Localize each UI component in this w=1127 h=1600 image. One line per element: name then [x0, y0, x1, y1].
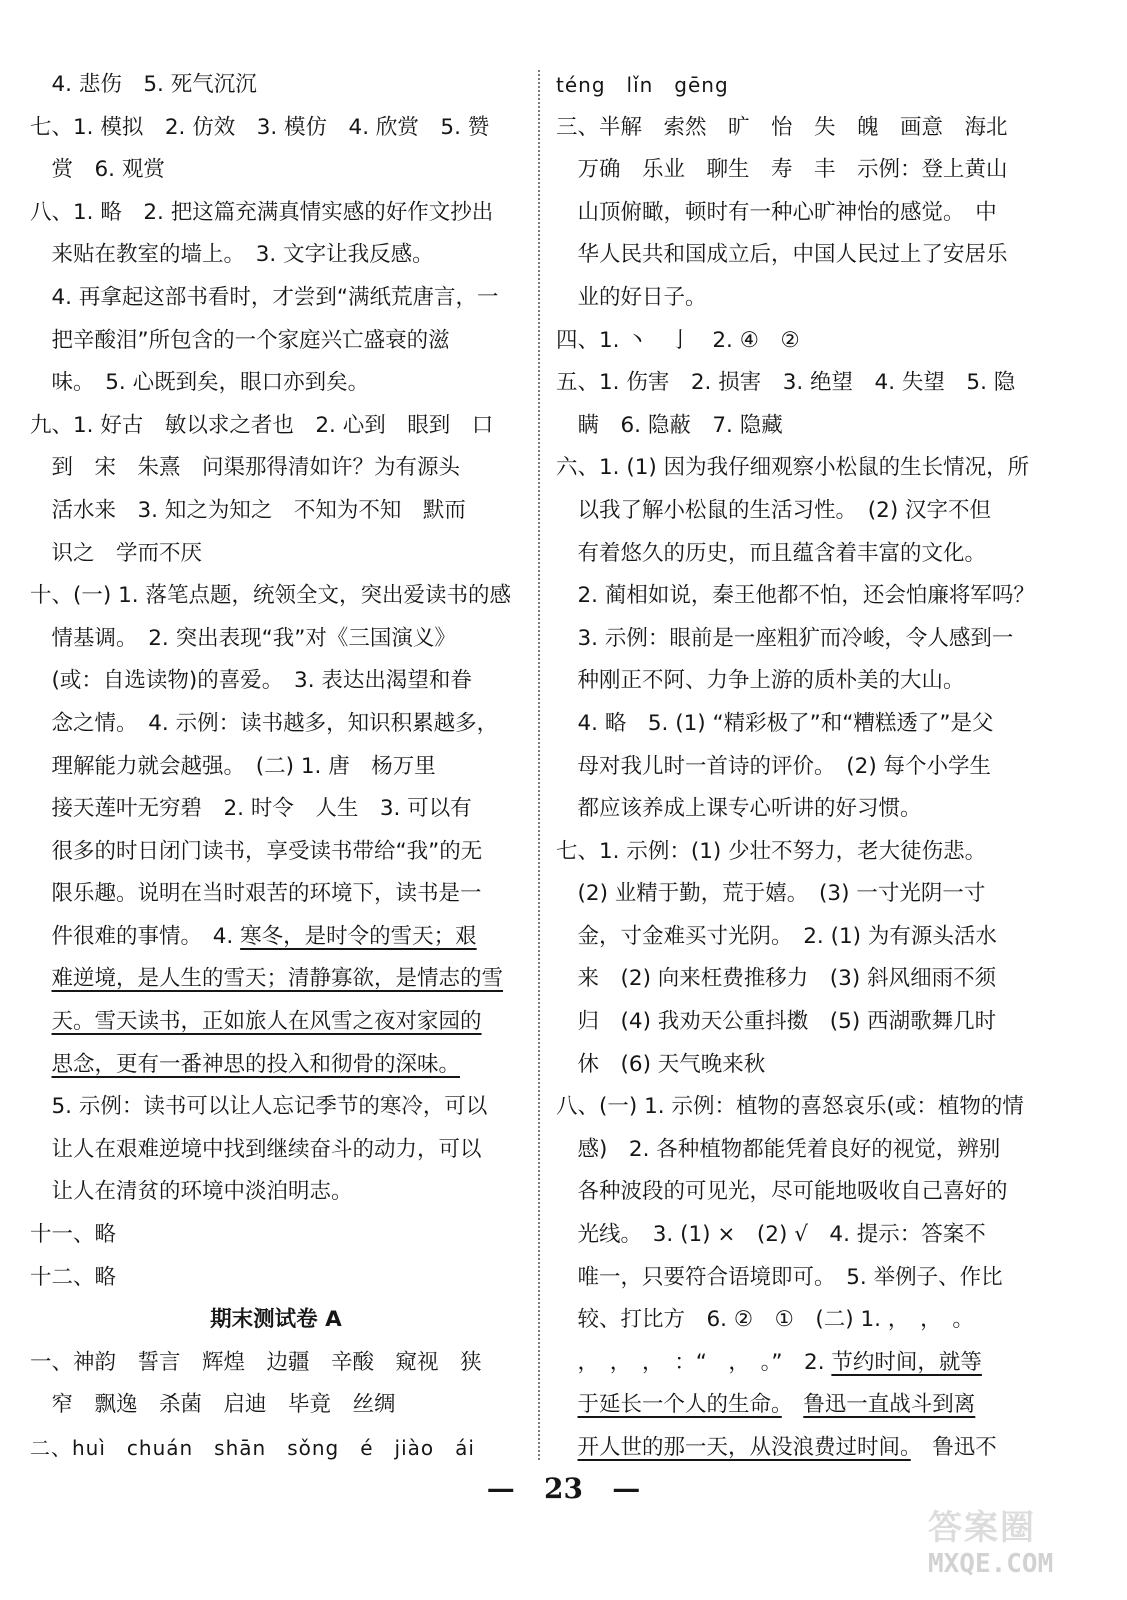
underlined-text: 天。雪天读书，正如旅人在风雪之夜对家园的 [51, 1009, 482, 1035]
answer-line [30, 107, 522, 150]
answer-line [556, 831, 1042, 874]
answer-line [556, 746, 1042, 789]
line-text: 五、1. 伤害 2. 损害 3. 绝望 4. 失望 5. 隐 [556, 370, 1016, 396]
line-text: 业的好日子。 [556, 284, 707, 310]
underlined-text: 寒冬，是时令的雪天；艰 [240, 923, 477, 949]
line-text: 种刚正不阿、力争上游的质朴美的大山。 [556, 668, 965, 694]
answer-line [556, 1342, 1042, 1385]
line-text: 有着悠久的历史，而且蕴含着丰富的文化。 [556, 540, 987, 566]
underlined-text: 鲁迅一直战斗到离 [803, 1392, 976, 1418]
line-text: 休 (6) 天气晚来秋 [556, 1051, 766, 1077]
line-text: 理解能力就会越强。 (二) 1. 唐 杨万里 [30, 753, 436, 779]
line-text: 来贴在教室的墙上。 3. 文字让我反感。 [30, 242, 434, 268]
answer-line [30, 1171, 522, 1214]
line-text: 十二、略 [30, 1264, 117, 1290]
underlined-text: 难逆境，是人生的雪天；清静寡欲，是情志的雪 [51, 966, 504, 992]
line-text: (2) 业精于勤，荒于嬉。 (3) 一寸光阴一寸 [556, 881, 986, 907]
line-text: 让人在清贫的环境中淡泊明志。 [30, 1179, 353, 1205]
answer-line [556, 192, 1042, 235]
answer-line [30, 490, 522, 533]
line-text: téng lǐn gēng [556, 73, 729, 97]
line-text: 限乐趣。说明在当时艰苦的环境下，读书是一 [30, 881, 482, 907]
line-text: 一、神韵 誓言 辉煌 边疆 辛酸 窥视 狭 [30, 1349, 482, 1375]
answer-line [30, 1086, 522, 1129]
underlined-text: 开人世的那一天，从没浪费过时间。 [577, 1435, 911, 1460]
watermark-url: MXQE.COM [928, 1549, 1054, 1579]
answer-line [30, 958, 522, 1001]
answer-line [556, 873, 1042, 916]
line-prefix: ， ， ， ：“ ， 。” 2. [556, 1349, 832, 1375]
line-text: 万确 乐业 聊生 寿 丰 示例：登上黄山 [556, 157, 1008, 183]
answer-line [556, 447, 1042, 490]
line-text: 九、1. 好古 敏以求之者也 2. 心到 眼到 口 [30, 412, 494, 438]
answer-line [30, 192, 522, 235]
line-prefix [30, 1009, 52, 1034]
line-text: 情基调。 2. 突出表现“我”对《三国演义》 [30, 625, 456, 651]
line-text: 4. 再拿起这部书看时，才尝到“满纸荒唐言，一 [30, 284, 499, 310]
line-text: 山顶俯瞰，顿时有一种心旷神怡的感觉。 中 [556, 199, 997, 225]
answer-line [30, 149, 522, 192]
line-text: 各种波段的可见光，尽可能地吸收自己喜好的 [556, 1179, 1008, 1205]
line-text: 六、1. (1) 因为我仔细观察小松鼠的生长情况，所 [556, 455, 1030, 481]
line-text: 七、1. 模拟 2. 仿效 3. 模仿 4. 欣赏 5. 赞 [30, 114, 490, 140]
answer-line [30, 1214, 522, 1257]
answer-line [556, 788, 1042, 831]
answer-line [30, 660, 522, 703]
line-text: (或：自选读物)的喜爱。 3. 表达出渴望和眷 [30, 668, 472, 694]
line-text: 识之 学而不厌 [30, 540, 203, 566]
underlined-text: 于延长一个人的生命。 [577, 1392, 782, 1418]
line-text: 八、1. 略 2. 把这篇充满真情实感的好作文抄出 [30, 199, 494, 225]
line-text: 金，寸金难买寸光阴。 2. (1) 为有源头活水 [556, 923, 997, 949]
line-text: 来 (2) 向来枉费推移力 (3) 斜风细雨不须 [556, 966, 997, 992]
answer-line [556, 533, 1042, 576]
answer-line [556, 64, 1042, 107]
line-middle [782, 1392, 804, 1417]
line-middle: 鲁迅不 [910, 1435, 997, 1460]
line-text: 较、打比方 6. ② ① (二) 1. ， ， 。 [556, 1307, 974, 1333]
answer-line [30, 405, 522, 448]
answer-line [556, 277, 1042, 320]
line-text: 2. 蔺相如说，秦王他都不怕，还会怕廉将军吗？ [556, 583, 1035, 609]
underlined-text: 节约时间，就等 [831, 1349, 982, 1375]
watermark [928, 1500, 1118, 1596]
answer-line [30, 788, 522, 831]
answer-line [30, 277, 522, 320]
section-title [30, 1299, 522, 1342]
underlined-text: 思念，更有一番神思的投入和彻骨的深味。 [51, 1051, 461, 1077]
watermark-logo: 答案圈 [928, 1508, 1036, 1548]
line-text: 三、半解 索然 旷 怡 失 魄 画意 海北 [556, 114, 1008, 140]
answer-line [30, 746, 522, 789]
answer-line [30, 873, 522, 916]
answer-line [30, 64, 522, 107]
answer-line [30, 1427, 522, 1470]
page-number: — 23 — [486, 1472, 641, 1505]
line-text: 接天莲叶无穷碧 2. 时令 人生 3. 可以有 [30, 796, 472, 822]
answer-line [30, 320, 522, 363]
line-text: 七、1. 示例：(1) 少壮不努力，老大徒伤悲。 [556, 838, 987, 864]
line-text: 3. 示例：眼前是一座粗犷而冷峻，令人感到一 [556, 625, 1014, 651]
line-text: 很多的时日闭门读书，享受读书带给“我”的无 [30, 838, 483, 864]
line-text: 味。 5. 心既到矣，眼口亦到矣。 [30, 370, 370, 396]
answer-line [556, 1129, 1042, 1172]
line-text: 窄 飘逸 杀菌 启迪 毕竟 丝绸 [30, 1392, 396, 1418]
answer-line [556, 149, 1042, 192]
line-text: 八、(一) 1. 示例：植物的喜怒哀乐(或：植物的情 [556, 1094, 1024, 1120]
answer-line [30, 618, 522, 661]
line-prefix [30, 966, 52, 991]
answer-line [556, 1086, 1042, 1129]
answer-line [556, 1171, 1042, 1214]
page-number-value: 23 [544, 1472, 583, 1505]
line-text: 赏 6. 观赏 [30, 157, 165, 183]
line-text: 光线。 3. (1) × (2) √ 4. 提示：答案不 [556, 1222, 986, 1248]
answer-line [556, 958, 1042, 1001]
line-text: 让人在艰难逆境中找到继续奋斗的动力，可以 [30, 1136, 482, 1162]
answer-line [556, 660, 1042, 703]
line-text: 华人民共和国成立后，中国人民过上了安居乐 [556, 242, 1008, 268]
line-text: 都应该养成上课专心听讲的好习惯。 [556, 796, 922, 822]
answer-line [30, 1342, 522, 1385]
answer-line [556, 1214, 1042, 1257]
line-text: 二、huì chuán shān sǒng é jiào ái [30, 1436, 475, 1460]
answer-line [30, 831, 522, 874]
answer-line [556, 916, 1042, 959]
answer-line [556, 1299, 1042, 1342]
right-answer-column [556, 64, 1042, 1470]
answer-line [30, 362, 522, 405]
line-text: 把辛酸泪”所包含的一个家庭兴亡盛衰的滋 [30, 327, 450, 353]
answer-line [556, 490, 1042, 533]
line-text: 唯一，只要符合语境即可。 5. 举例子、作比 [556, 1264, 1003, 1290]
answer-line [30, 1384, 522, 1427]
line-text: 到 宋 朱熹 问渠那得清如许？为有源头 [30, 455, 461, 481]
left-answer-column [30, 64, 522, 1470]
line-text: 4. 悲伤 5. 死气沉沉 [30, 72, 257, 97]
answer-line [556, 405, 1042, 448]
answer-line [30, 447, 522, 490]
line-text: 感) 2. 各种植物都能凭着良好的视觉，辨别 [556, 1136, 1001, 1162]
answer-line [556, 234, 1042, 277]
answer-line [30, 1129, 522, 1172]
answer-line [556, 320, 1042, 363]
line-prefix [30, 1052, 52, 1077]
answer-line [556, 1384, 1042, 1427]
line-text: 母对我儿时一首诗的评价。 (2) 每个小学生 [556, 753, 992, 779]
line-text: 以我了解小松鼠的生活习性。 (2) 汉字不但 [556, 497, 992, 523]
line-prefix [556, 1392, 578, 1417]
line-text: 十、(一) 1. 落笔点题，统领全文，突出爱读书的感 [30, 583, 511, 609]
answer-line [556, 1427, 1042, 1470]
line-text: 瞒 6. 隐蔽 7. 隐藏 [556, 412, 783, 438]
line-text: 十一、略 [30, 1222, 117, 1248]
line-prefix [556, 1435, 578, 1460]
line-text: 念之情。 4. 示例：读书越多，知识积累越多， [30, 710, 499, 736]
answer-line [30, 234, 522, 277]
line-text: 4. 略 5. (1) “精彩极了”和“糟糕透了”是父 [556, 710, 994, 736]
line-text: 活水来 3. 知之为知之 不知为不知 默而 [30, 497, 466, 523]
line-text: 四、1. 丶 亅 2. ④ ② [556, 327, 800, 353]
column-divider [538, 70, 540, 1460]
answer-line [556, 1257, 1042, 1300]
answer-line [556, 1044, 1042, 1087]
answer-line [30, 575, 522, 618]
line-text: 5. 示例：读书可以让人忘记季节的寒冷，可以 [30, 1094, 488, 1120]
answer-line [30, 1001, 522, 1044]
line-text: 期末测试卷 A [210, 1307, 342, 1333]
answer-line [30, 916, 522, 959]
answer-line [30, 533, 522, 576]
line-text: 归 (4) 我劝天公重抖擞 (5) 西湖歌舞几时 [556, 1009, 997, 1035]
answer-line [556, 618, 1042, 661]
line-prefix: 件很难的事情。 4. [30, 923, 241, 949]
answer-line [556, 1001, 1042, 1044]
answer-line [30, 1257, 522, 1300]
answer-line [556, 362, 1042, 405]
answer-line [556, 107, 1042, 150]
answer-line [556, 703, 1042, 746]
answer-line [556, 575, 1042, 618]
answer-line [30, 1044, 522, 1087]
answer-line [30, 703, 522, 746]
